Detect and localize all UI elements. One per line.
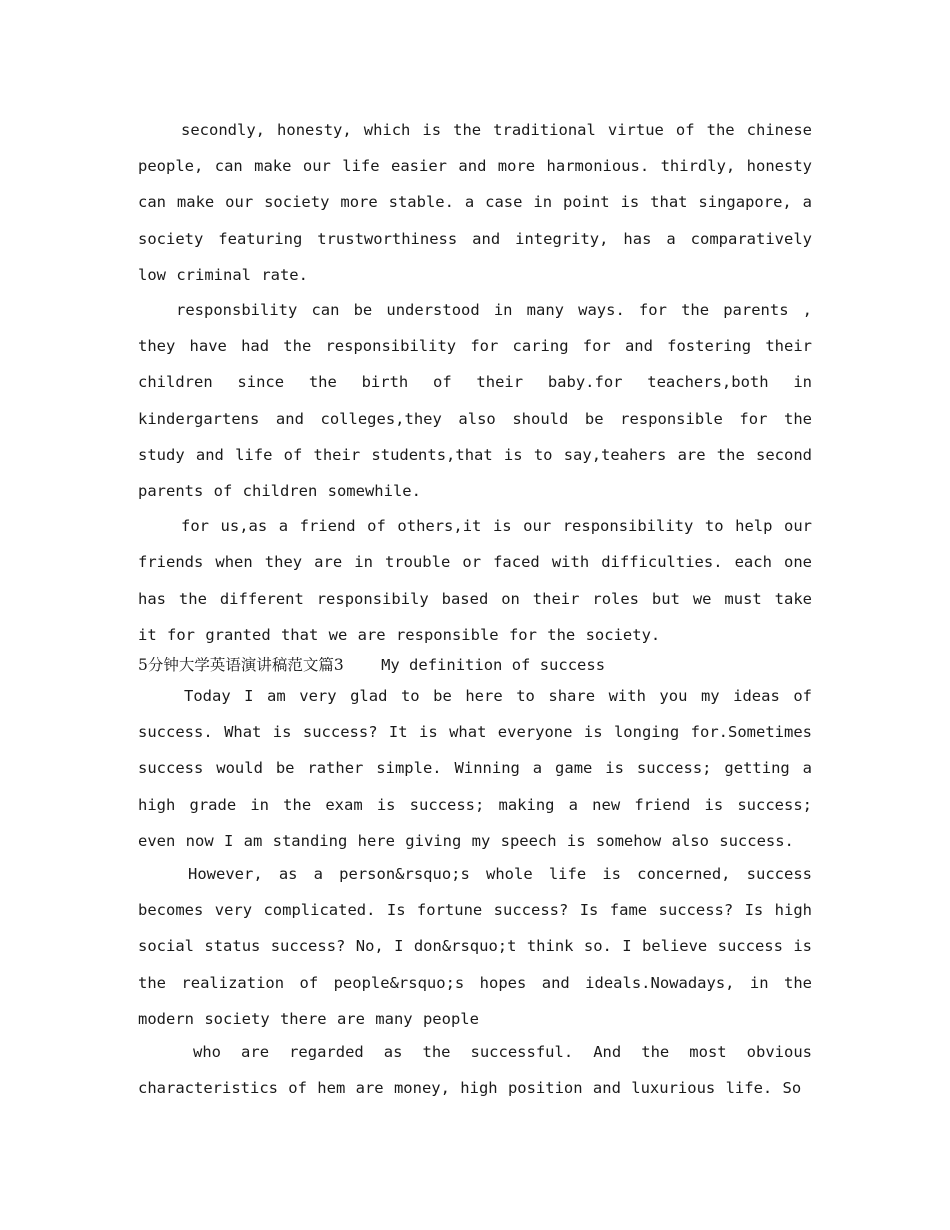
paragraph-intro: Today I am very glad to be here to share with you my ideas of success. What is success? It is what everyone is longing for.Sometimes success would be rather simple. Winning a game is success; getting a high grade in the exam is success; making a new friend is success; even now I am standing here giving my speech is somehow also success. — [138, 687, 812, 850]
section-heading-cn: 5分钟大学英语演讲稿范文篇3 — [138, 656, 344, 675]
paragraph-however: However, as a person&rsquo;s whole life is concerned, success becomes very complicated. Is fortune success? Is fame success? Is high social status success? No, I don&rsquo;t think so. I believe success is the realization of people&rsquo;s hopes and ideals.Nowadays, in the modern society there are many people — [138, 865, 812, 1028]
paragraph-successful: who are regarded as the successful. And the most obvious characteristics of hem are money, high position and luxurious life. So — [138, 1043, 812, 1098]
section-heading-en: My definition of success — [381, 656, 606, 675]
paragraph-honesty: secondly, honesty, which is the traditional virtue of the chinese people, can make our life easier and more harmonious. thirdly, honesty can make our society more stable. a case in point is that singapore, a society featuring trustworthiness and integrity, has a comparatively low criminal rate. — [138, 121, 812, 284]
paragraph-responsibility: responsbility can be understood in many ways. for the parents , they have had the responsibility for caring for and fostering their children since the birth of their baby.for teachers,both in kindergartens and colleges,they also should be responsible for the study and life of their students,that is to say,teahers are the second parents of children somewhile. — [138, 301, 812, 501]
paragraph-friends: for us,as a friend of others,it is our responsibility to help our friends when they are in trouble or faced with difficulties. each one has the different responsibily based on their roles but we must take it for granted that we are responsible for the society. — [138, 517, 812, 644]
section-heading — [138, 649, 812, 681]
document-page — [138, 112, 812, 1106]
